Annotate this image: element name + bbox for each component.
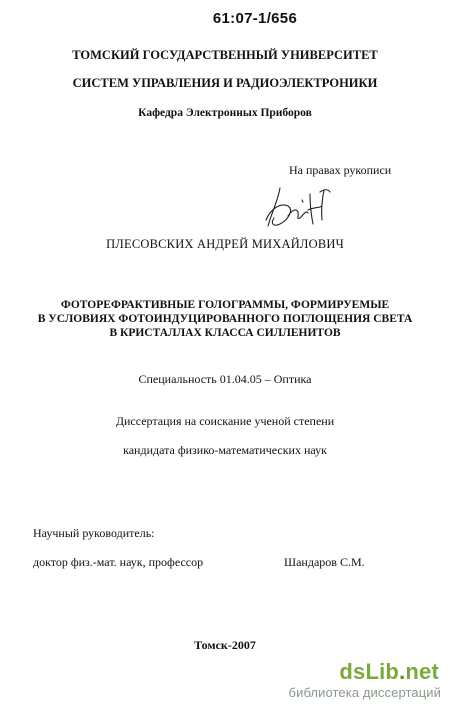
supervisor-label: Научный руководитель: bbox=[33, 526, 155, 540]
watermark-tagline: библиотека диссертаций bbox=[288, 685, 441, 700]
supervisor-title: доктор физ.-мат. наук, профессор bbox=[33, 555, 204, 569]
department-name: Кафедра Электронных Приборов bbox=[138, 107, 312, 119]
watermark-brand-dot: . bbox=[399, 659, 406, 684]
faculty-name: СИСТЕМ УПРАВЛЕНИЯ И РАДИОЭЛЕКТРОНИКИ bbox=[72, 76, 378, 90]
thesis-title-line: ФОТОРЕФРАКТИВНЫЕ ГОЛОГРАММЫ, ФОРМИРУЕМЫЕ bbox=[60, 299, 390, 311]
manuscript-note: На правах рукописи bbox=[289, 163, 392, 177]
catalog-number: 61:07-1/656 bbox=[212, 10, 298, 27]
author-name: ПЛЕСОВСКИХ АНДРЕЙ МИХАЙЛОВИЧ bbox=[106, 237, 344, 251]
degree-statement: кандидата физико-математических наук bbox=[123, 443, 327, 457]
specialty: Специальность 01.04.05 – Оптика bbox=[138, 372, 312, 386]
university-name: ТОМСКИЙ ГОСУДАРСТВЕННЫЙ УНИВЕРСИТЕТ bbox=[72, 48, 378, 62]
watermark-brand-main: dsLib bbox=[339, 659, 400, 684]
city-year: Томск-2007 bbox=[194, 638, 256, 652]
watermark-brand-tld: net bbox=[405, 659, 439, 684]
handwritten-signature bbox=[258, 180, 338, 240]
thesis-title-line: В КРИСТАЛЛАХ КЛАССА СИЛЛЕНИТОВ bbox=[109, 327, 341, 339]
thesis-title-line: В УСЛОВИЯХ ФОТОИНДУЦИРОВАННОГО ПОГЛОЩЕНИЯ СВЕТА bbox=[37, 313, 413, 325]
dslib-watermark-link[interactable] bbox=[262, 659, 447, 704]
supervisor-name: Шандаров С.М. bbox=[284, 555, 365, 569]
watermark-brand bbox=[339, 659, 439, 685]
dissertation-statement: Диссертация на соискание ученой степени bbox=[115, 414, 335, 428]
